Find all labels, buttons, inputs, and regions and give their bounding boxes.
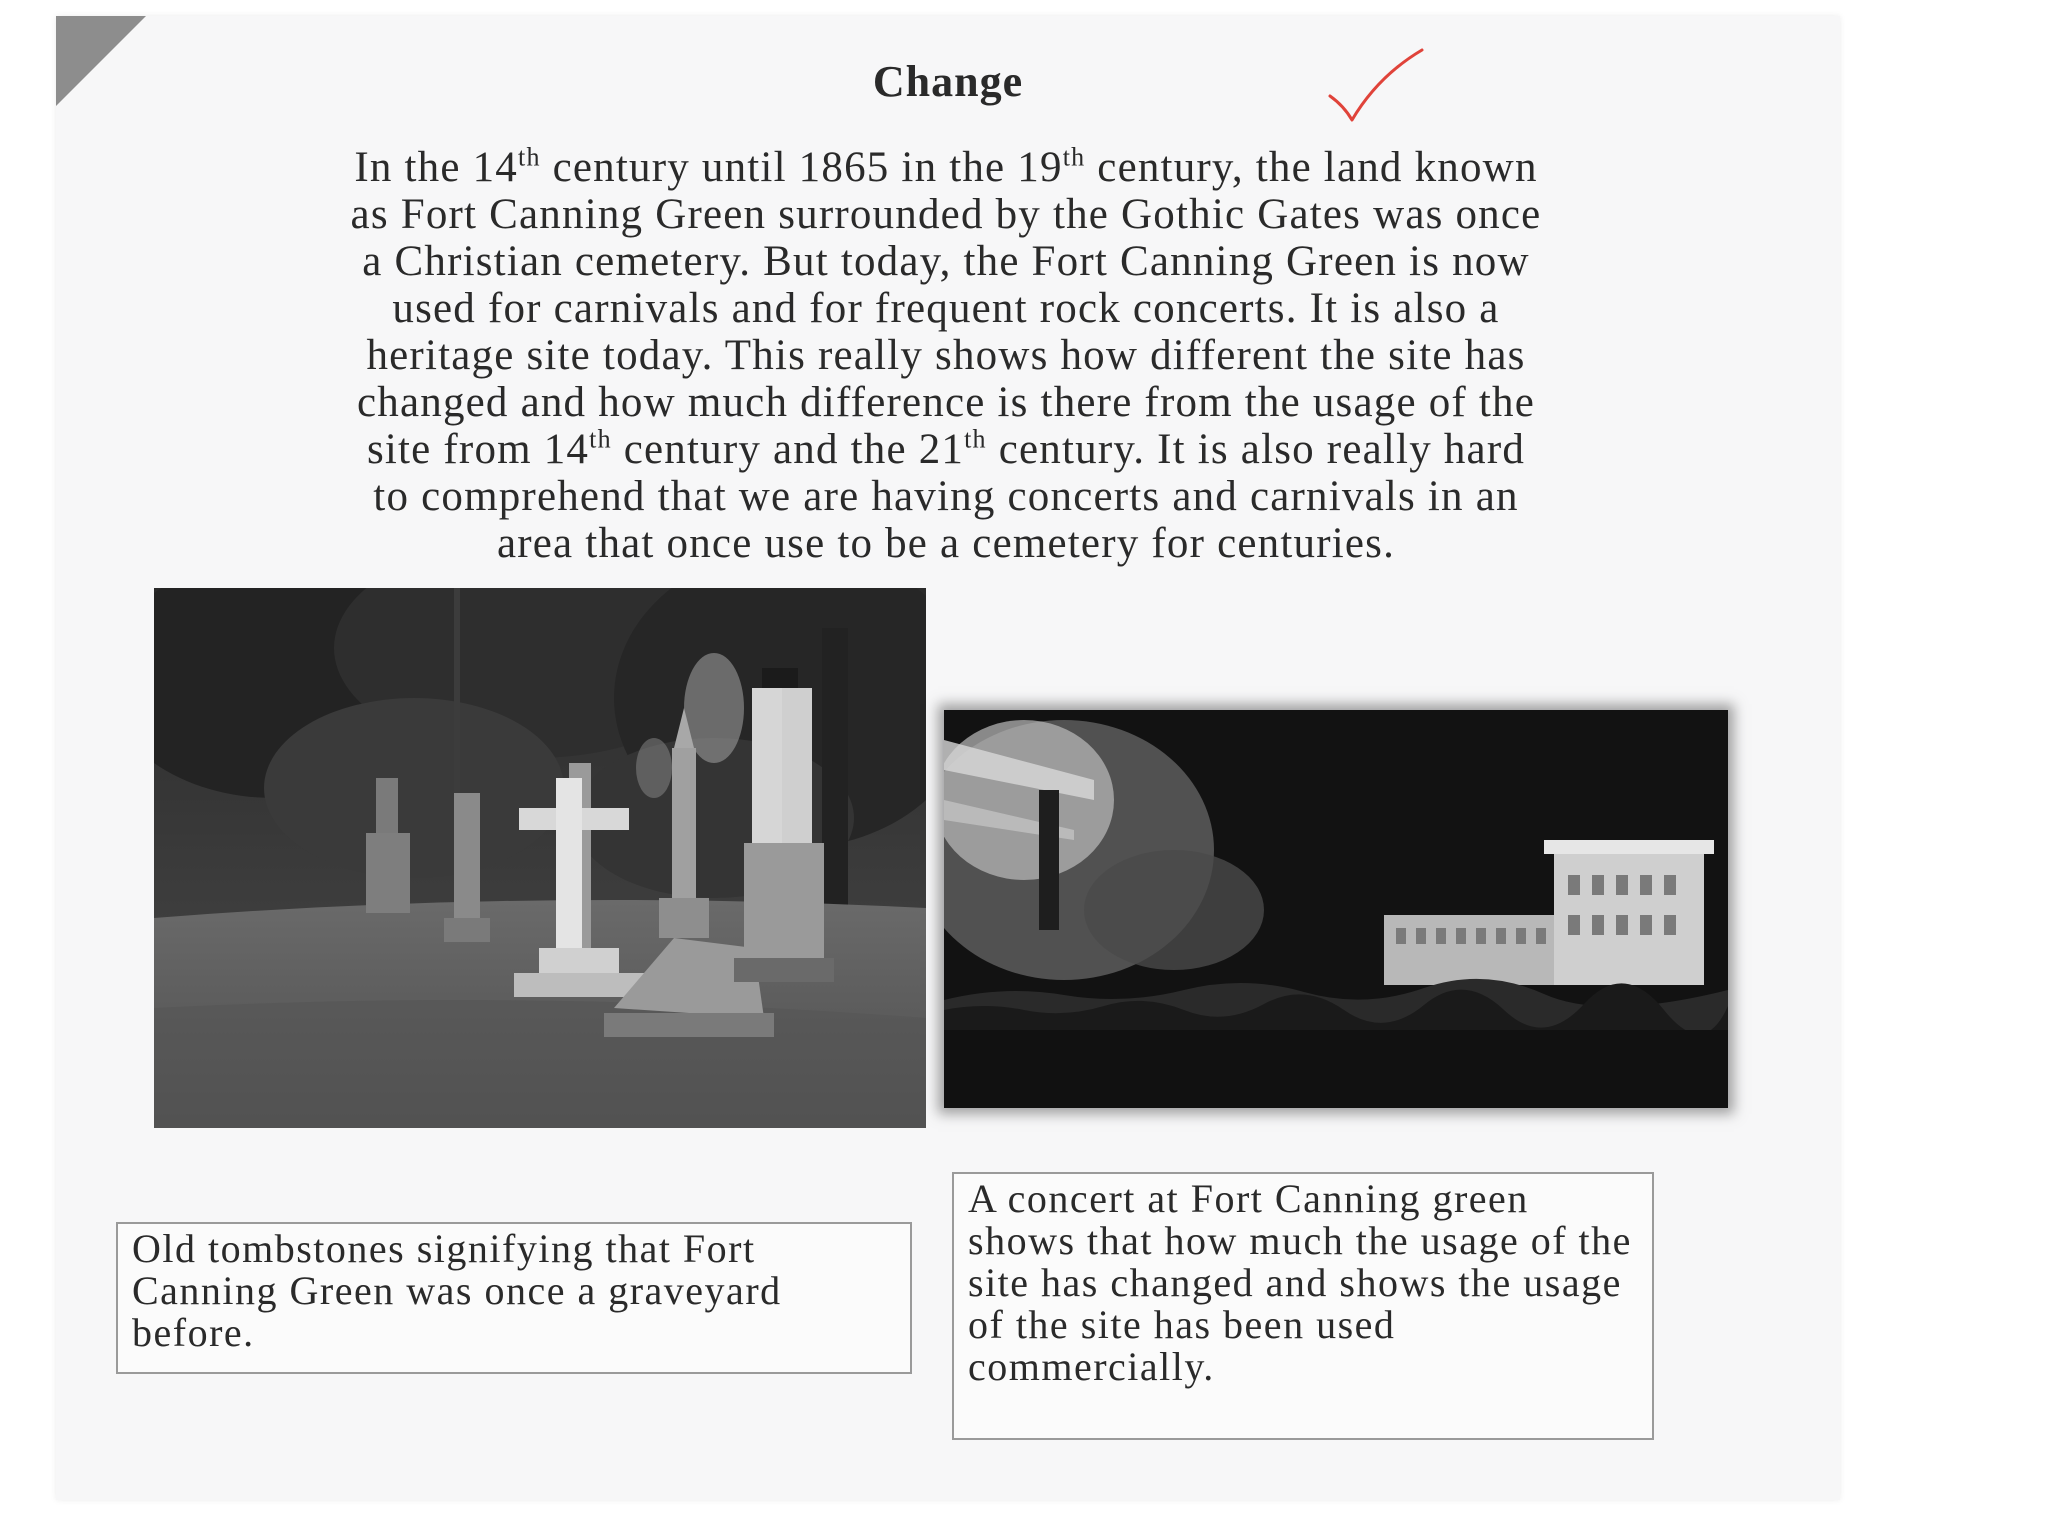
body-paragraph bbox=[176, 144, 1716, 567]
paragraph-line: as Fort Canning Green surrounded by the Gothic Gates was once bbox=[350, 191, 1542, 238]
paragraph-line: used for carnivals and for frequent rock concerts. It is also a bbox=[392, 285, 1500, 332]
concert-photo bbox=[944, 710, 1728, 1108]
tombstones-photo bbox=[154, 588, 926, 1128]
paragraph-line: to comprehend that we are having concerts and carnivals in an bbox=[373, 473, 1519, 520]
paragraph-line: a Christian cemetery. But today, the Fort Canning Green is now bbox=[362, 238, 1530, 285]
paragraph-line: area that once use to be a cemetery for centuries. bbox=[496, 520, 1396, 567]
concert-caption: A concert at Fort Canning green shows that how much the usage of the site has changed and shows the usage of the site has been used commercially. bbox=[952, 1172, 1654, 1440]
paragraph-line: heritage site today. This really shows how different the site has bbox=[366, 332, 1526, 379]
paragraph-line: site from 14th century and the 21th century. It is also really hard bbox=[366, 424, 1526, 473]
check-mark-icon bbox=[1326, 46, 1426, 126]
paragraph-line: changed and how much difference is there from the usage of the bbox=[356, 379, 1536, 426]
page-corner-fold bbox=[56, 16, 146, 106]
paragraph-line: In the 14th century until 1865 in the 19th century, the land known bbox=[354, 142, 1538, 191]
tombstones-caption: Old tombstones signifying that Fort Canning Green was once a graveyard before. bbox=[116, 1222, 912, 1374]
page-title: Change bbox=[872, 57, 1024, 106]
